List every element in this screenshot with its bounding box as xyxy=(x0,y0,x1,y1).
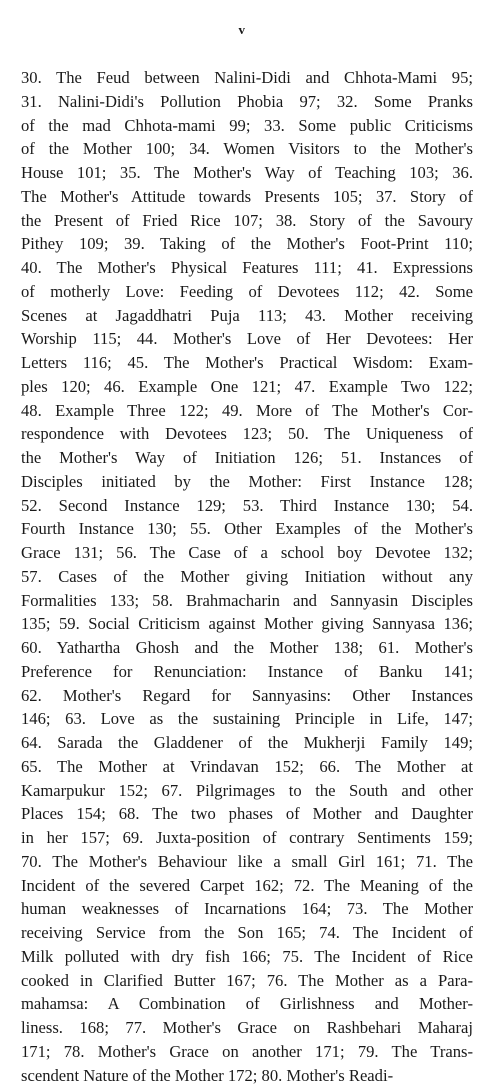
contents-line: respondence with Devotees 123; 50. The Uniqueness of xyxy=(21,422,473,446)
contents-line: of the Mother 100; 34. Women Visitors to the Mother's xyxy=(21,137,473,161)
contents-line: 64. Sarada the Gladdener of the Mukherji Family 149; xyxy=(21,731,473,755)
contents-line: Kamarpukur 152; 67. Pilgrimages to the South and other xyxy=(21,779,473,803)
contents-line: Preference for Renunciation: Instance of Banku 141; xyxy=(21,660,473,684)
contents-line: 48. Example Three 122; 49. More of The Mother's Cor- xyxy=(21,399,473,423)
contents-line: cooked in Clarified Butter 167; 76. The Mother as a Para- xyxy=(21,969,473,993)
contents-line: 135; 59. Social Criticism against Mother giving Sannyasa 136; xyxy=(21,612,473,636)
contents-line: Scenes at Jagaddhatri Puja 113; 43. Mother receiving xyxy=(21,304,473,328)
contents-line: Places 154; 68. The two phases of Mother and Daughter xyxy=(21,802,473,826)
contents-line: Incident of the severed Carpet 162; 72. The Meaning of the xyxy=(21,874,473,898)
contents-line: ples 120; 46. Example One 121; 47. Example Two 122; xyxy=(21,375,473,399)
contents-line: Disciples initiated by the Mother: First Instance 128; xyxy=(21,470,473,494)
contents-line: Worship 115; 44. Mother's Love of Her Devotees: Her xyxy=(21,327,473,351)
contents-list xyxy=(21,66,473,1087)
contents-line: Pithey 109; 39. Taking of the Mother's Foot-Print 110; xyxy=(21,232,473,256)
contents-line: scendent Nature of the Mother 172; 80. Mother's Readi- xyxy=(21,1064,473,1087)
contents-line: mahamsa: A Combination of Girlishness and Mother- xyxy=(21,992,473,1016)
contents-line: 62. Mother's Regard for Sannyasins: Other Instances xyxy=(21,684,473,708)
contents-line: of the mad Chhota-mami 99; 33. Some public Criticisms xyxy=(21,114,473,138)
contents-line: Letters 116; 45. The Mother's Practical Wisdom: Exam- xyxy=(21,351,473,375)
contents-line: the Present of Fried Rice 107; 38. Story of the Savoury xyxy=(21,209,473,233)
contents-line: liness. 168; 77. Mother's Grace on Rashbehari Maharaj xyxy=(21,1016,473,1040)
contents-line: 60. Yathartha Ghosh and the Mother 138; 61. Mother's xyxy=(21,636,473,660)
contents-line: 57. Cases of the Mother giving Initiation without any xyxy=(21,565,473,589)
contents-line: Grace 131; 56. The Case of a school boy Devotee 132; xyxy=(21,541,473,565)
contents-line: 171; 78. Mother's Grace on another 171; 79. The Trans- xyxy=(21,1040,473,1064)
contents-line: House 101; 35. The Mother's Way of Teaching 103; 36. xyxy=(21,161,473,185)
contents-line: Fourth Instance 130; 55. Other Examples of the Mother's xyxy=(21,517,473,541)
contents-line: 30. The Feud between Nalini-Didi and Chhota-Mami 95; xyxy=(21,66,473,90)
contents-line: Milk polluted with dry fish 166; 75. The Incident of Rice xyxy=(21,945,473,969)
contents-line: 31. Nalini-Didi's Pollution Phobia 97; 32. Some Pranks xyxy=(21,90,473,114)
contents-line: 146; 63. Love as the sustaining Principle in Life, 147; xyxy=(21,707,473,731)
contents-line: human weaknesses of Incarnations 164; 73. The Mother xyxy=(21,897,473,921)
page-number: v xyxy=(0,22,484,38)
contents-line: The Mother's Attitude towards Presents 105; 37. Story of xyxy=(21,185,473,209)
contents-line: 40. The Mother's Physical Features 111; 41. Expressions xyxy=(21,256,473,280)
contents-line: Formalities 133; 58. Brahmacharin and Sannyasin Disciples xyxy=(21,589,473,613)
contents-line: the Mother's Way of Initiation 126; 51. Instances of xyxy=(21,446,473,470)
contents-line: 65. The Mother at Vrindavan 152; 66. The Mother at xyxy=(21,755,473,779)
contents-line: 52. Second Instance 129; 53. Third Instance 130; 54. xyxy=(21,494,473,518)
contents-line: of motherly Love: Feeding of Devotees 112; 42. Some xyxy=(21,280,473,304)
contents-line: in her 157; 69. Juxta-position of contrary Sentiments 159; xyxy=(21,826,473,850)
contents-line: receiving Service from the Son 165; 74. The Incident of xyxy=(21,921,473,945)
contents-line: 70. The Mother's Behaviour like a small Girl 161; 71. The xyxy=(21,850,473,874)
